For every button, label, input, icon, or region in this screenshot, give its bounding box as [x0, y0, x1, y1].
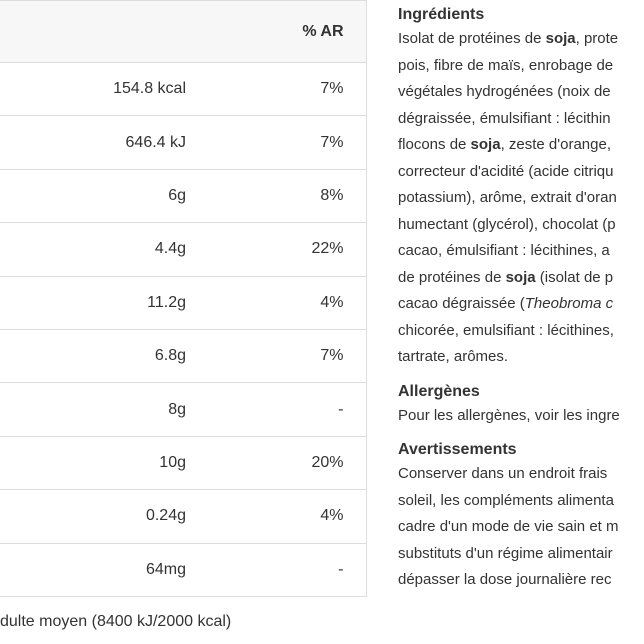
ingredients-line	[398, 106, 644, 133]
ingredients-line	[398, 318, 644, 345]
ingredients-segment: Theobroma c	[524, 295, 614, 312]
ingredients-segment: , zeste d'orange,	[500, 136, 611, 153]
ingredients-line	[398, 132, 644, 159]
allergens-text: Pour les allergènes, voir les ingre	[398, 406, 620, 424]
ingredients-line	[398, 212, 644, 239]
row-amount: 6g	[0, 169, 186, 222]
warnings-line: cadre d'un mode de vie sain et m	[398, 518, 619, 535]
warnings-section	[398, 439, 644, 594]
table-footnote: dulte moyen (8400 kJ/2000 kcal)	[0, 613, 232, 630]
row-amount: 646.4 kJ	[0, 116, 186, 169]
row-amount: 10g	[0, 436, 186, 489]
allergens-section	[398, 381, 644, 430]
ingredients-segment: tartrate, arômes.	[398, 348, 509, 365]
ingredients-segment: soja	[470, 136, 501, 153]
ingredients-title: Ingrédients	[398, 6, 485, 23]
ingredients-segment: soja	[505, 268, 536, 286]
row-ar: 8%	[186, 169, 366, 222]
row-amount: 64mg	[0, 543, 186, 596]
warnings-line: Conserver dans un endroit frais	[398, 465, 608, 482]
product-info-column	[398, 4, 644, 604]
table-row	[0, 223, 366, 276]
row-ar: -	[186, 543, 366, 596]
table-row	[0, 490, 366, 543]
row-amount: 6.8g	[0, 329, 186, 382]
warnings-line: soleil, les compléments alimenta	[398, 491, 614, 509]
row-amount: 0.24g	[0, 490, 186, 543]
table-row	[0, 169, 366, 222]
allergens-title: Allergènes	[398, 382, 480, 400]
header-ar: % AR	[186, 1, 366, 63]
ingredients-segment: cacao, émulsifiant : lécithines, a	[398, 242, 610, 259]
ingredients-segment: dégraissée, émulsifiant : lécithin	[398, 109, 611, 127]
table-row	[0, 63, 366, 116]
ingredients-text	[398, 26, 644, 371]
ingredients-section	[398, 4, 644, 371]
ingredients-segment: flocons de	[398, 136, 471, 153]
ingredients-line	[398, 26, 644, 53]
ingredients-line	[398, 159, 644, 186]
table-row	[0, 543, 366, 596]
warnings-line: dépasser la dose journalière rec	[398, 571, 612, 588]
row-ar: 7%	[186, 116, 366, 169]
table-row	[0, 329, 366, 382]
ingredients-segment: potassium), arôme, extrait d'oran	[398, 189, 617, 206]
table-row	[0, 383, 366, 436]
ingredients-line	[398, 265, 644, 292]
row-ar: 7%	[186, 329, 366, 382]
header-amount	[0, 1, 186, 63]
row-ar: 7%	[186, 63, 366, 116]
row-ar: -	[186, 383, 366, 436]
ingredients-line	[398, 344, 644, 371]
table-header-row	[0, 1, 366, 63]
ingredients-line	[398, 185, 644, 212]
ingredients-segment: humectant (glycérol), chocolat (p	[398, 215, 616, 233]
row-ar: 20%	[186, 436, 366, 489]
warnings-text	[398, 461, 644, 594]
row-ar: 22%	[186, 223, 366, 276]
ingredients-segment: correcteur d'acidité (acide citriqu	[398, 162, 614, 180]
ingredients-segment: , prote	[575, 30, 619, 47]
row-amount: 4.4g	[0, 223, 186, 276]
warnings-title: Avertissements	[398, 441, 517, 458]
ingredients-line	[398, 238, 644, 265]
ingredients-segment: cacao dégraissée (	[398, 295, 525, 312]
ingredients-segment: soja	[545, 30, 576, 47]
ingredients-segment: de protéines de	[398, 268, 506, 286]
ingredients-segment: chicorée, emulsifiant : lécithines,	[398, 321, 614, 339]
row-ar: 4%	[186, 490, 366, 543]
row-amount: 11.2g	[0, 276, 186, 329]
row-amount: 8g	[0, 383, 186, 436]
ingredients-segment: pois, fibre de maïs, enrobage de	[398, 56, 614, 74]
table-row	[0, 436, 366, 489]
ingredients-segment: végétales hydrogénées (noix de	[398, 83, 611, 100]
ingredients-line	[398, 291, 644, 318]
table-row	[0, 276, 366, 329]
ingredients-line	[398, 79, 644, 106]
warnings-line: substituts d'un régime alimentair	[398, 544, 613, 562]
ingredients-segment: Isolat de protéines de	[398, 30, 546, 47]
row-ar: 4%	[186, 276, 366, 329]
ingredients-segment: (isolat de p	[535, 268, 614, 286]
row-amount: 154.8 kcal	[0, 63, 186, 116]
ingredients-line	[398, 53, 644, 80]
table-row	[0, 116, 366, 169]
